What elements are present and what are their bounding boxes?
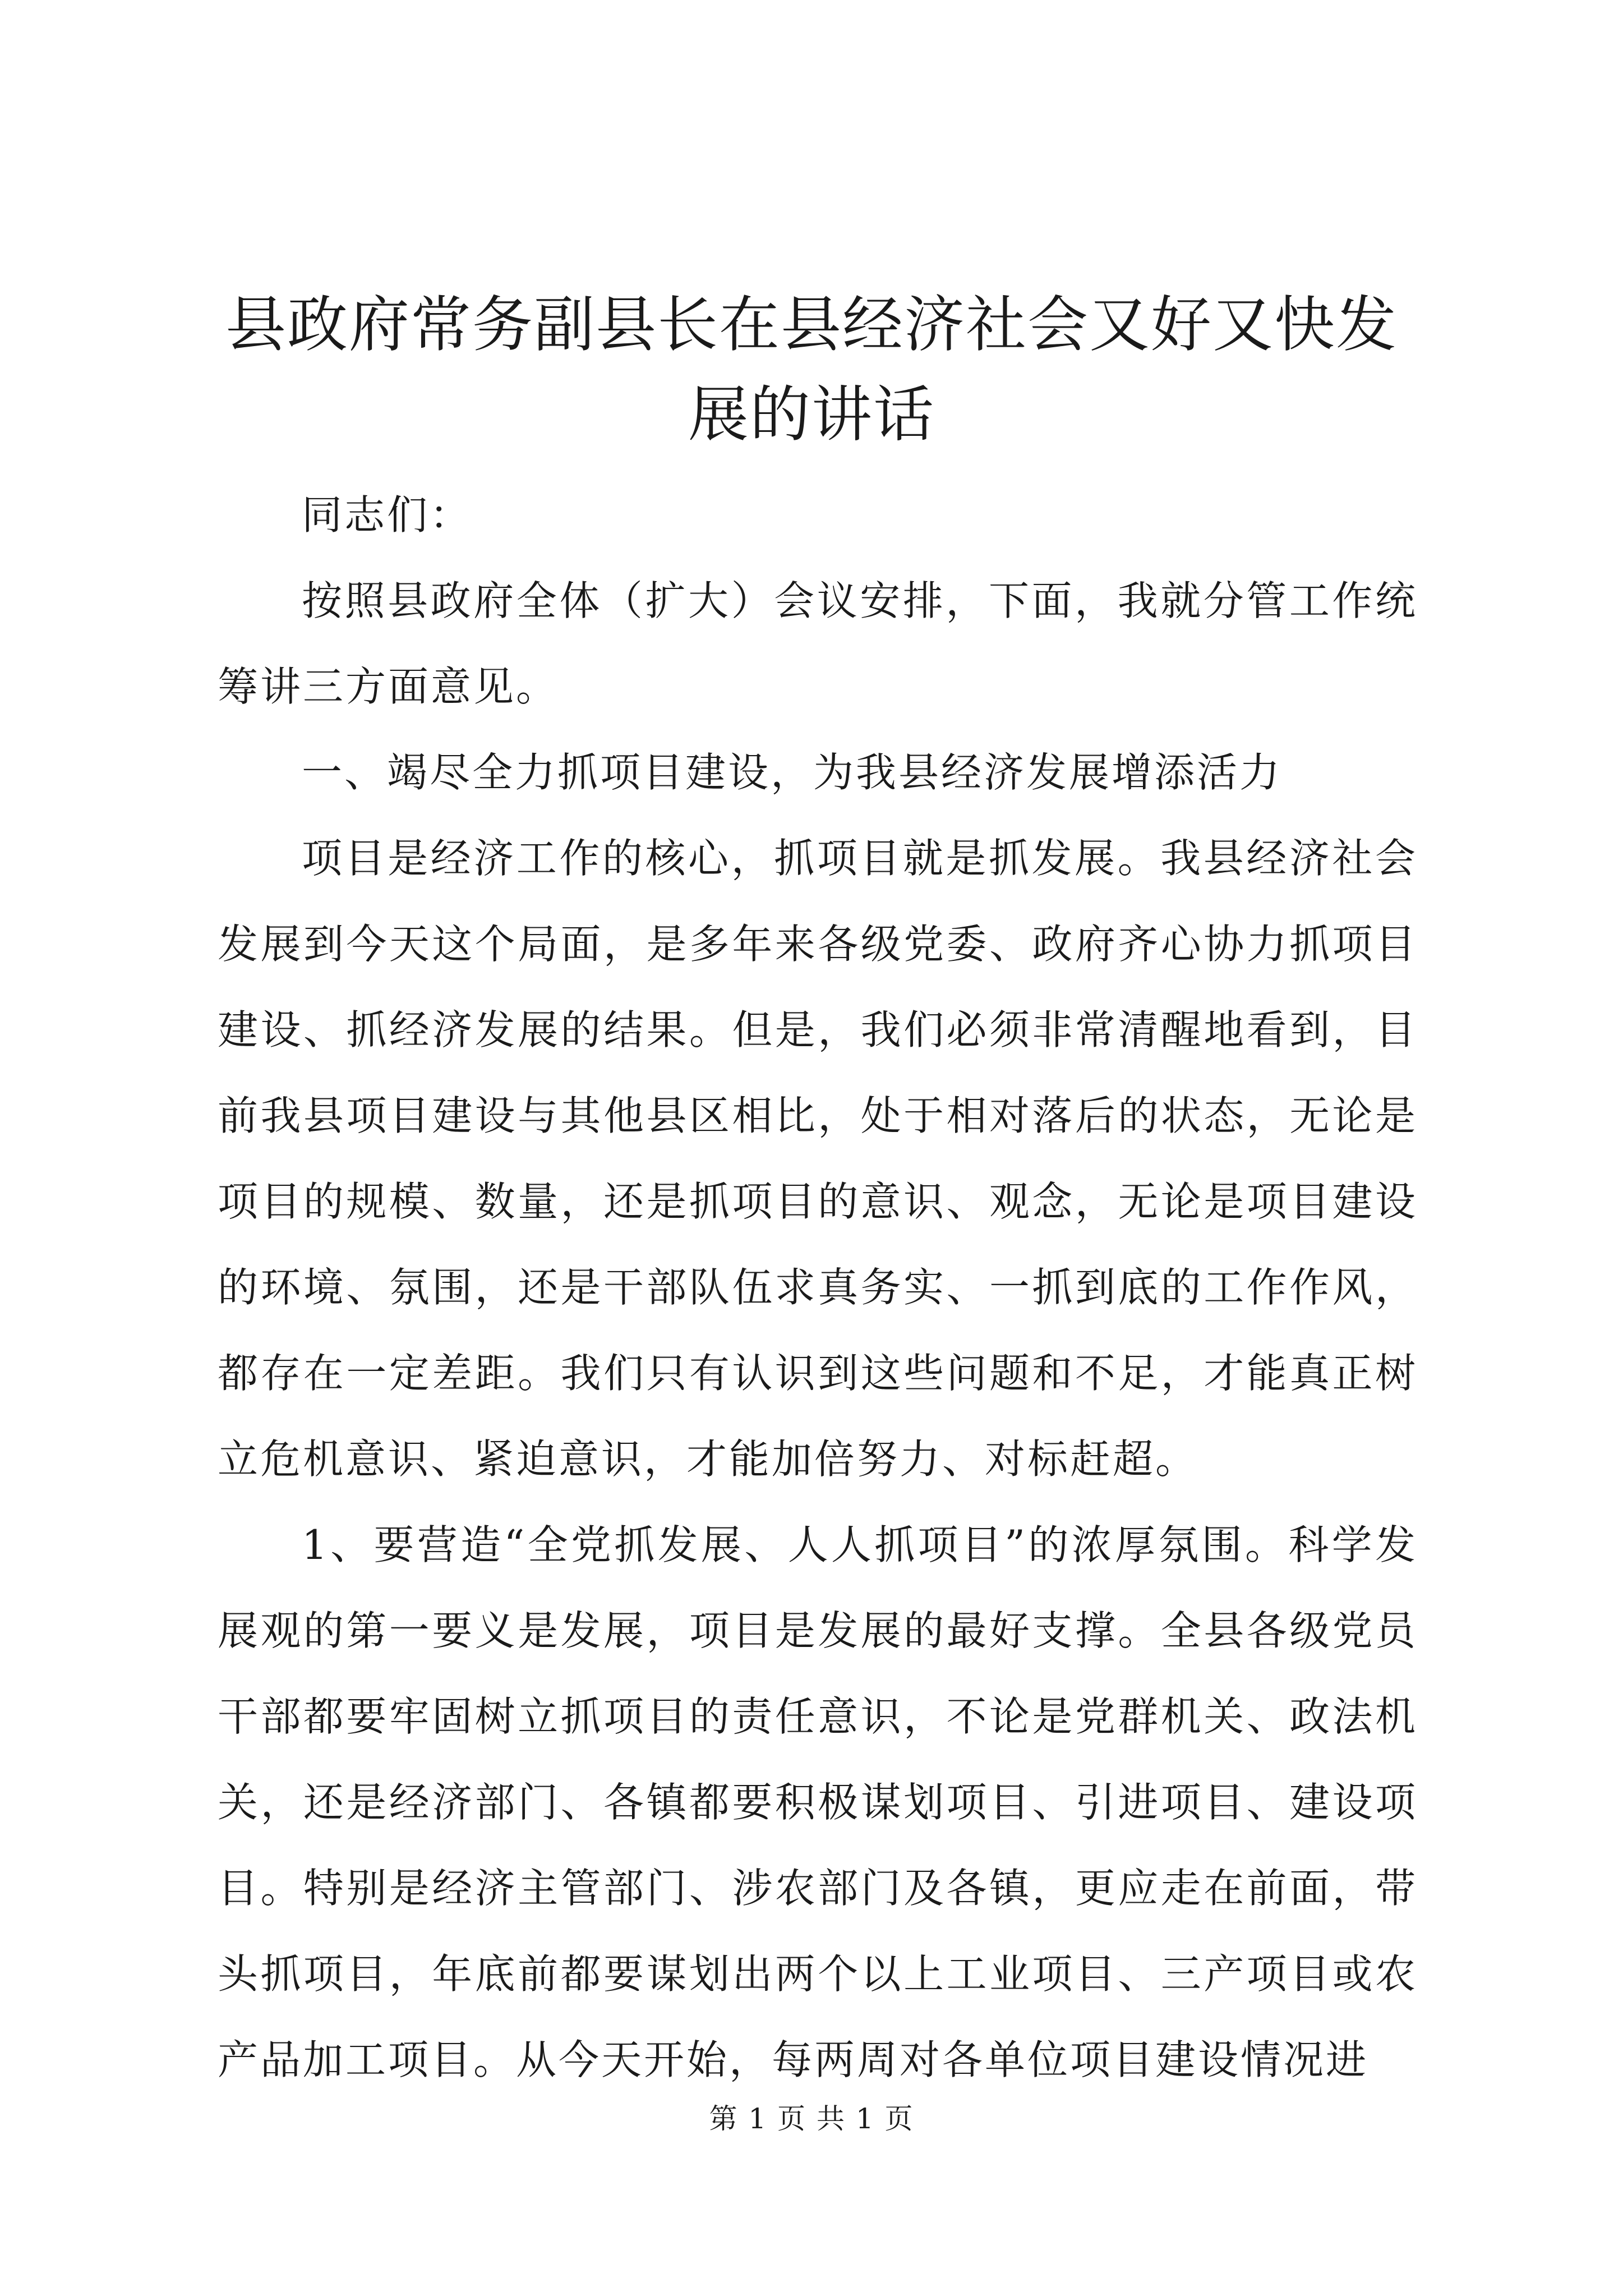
paragraph-point-1: 1、要营造“全党抓发展、人人抓项目”的浓厚氛围。科学发展观的第一要义是发展，项目是发展的最好支撑。全县各级党员干部都要牢固树立抓项目的责任意识，不论是党群机关、政法机关，还是经济部门、各镇都要积极谋划项目、引进项目、建设项目。特别是经济主管部门、涉农部门及各镇，更应走在前面，带头抓项目，年底前都要谋划出两个以上工业项目、三产项目或农产品加工项目。从今天开始，每两周对各单位项目建设情况进 xyxy=(218,1521,1418,2083)
paragraph-greeting: 同志们： xyxy=(302,491,473,539)
paragraph-section-1: 项目是经济工作的核心，抓项目就是抓发展。我县经济社会发展到今天这个局面，是多年来各级党委、政府齐心协力抓项目建设、抓经济发展的结果。但是，我们必须非常清醒地看到，目前我县项目建设与其他县区相比，处于相对落后的状态，无论是项目的规模、数量，还是抓项目的意识、观念，无论是项目建设的环境、氛围，还是干部队伍求真务实、一抓到底的工作作风，都存在一定差距。我们只有认识到这些问题和不足，才能真正树立危机意识、紧迫意识，才能加倍努力、对标赶超。 xyxy=(218,835,1418,1483)
document-body xyxy=(218,472,1418,2103)
section-heading-1: 一、竭尽全力抓项目建设，为我县经济发展增添活力 xyxy=(302,749,1283,796)
paragraph-intro: 按照县政府全体（扩大）会议安排，下面，我就分管工作统筹讲三方面意见。 xyxy=(218,577,1418,710)
document-title: 县政府常务副县长在县经济社会又好又快发展的讲话 xyxy=(225,290,1398,450)
page-footer: 第 1 页 共 1 页 xyxy=(709,2102,914,2135)
